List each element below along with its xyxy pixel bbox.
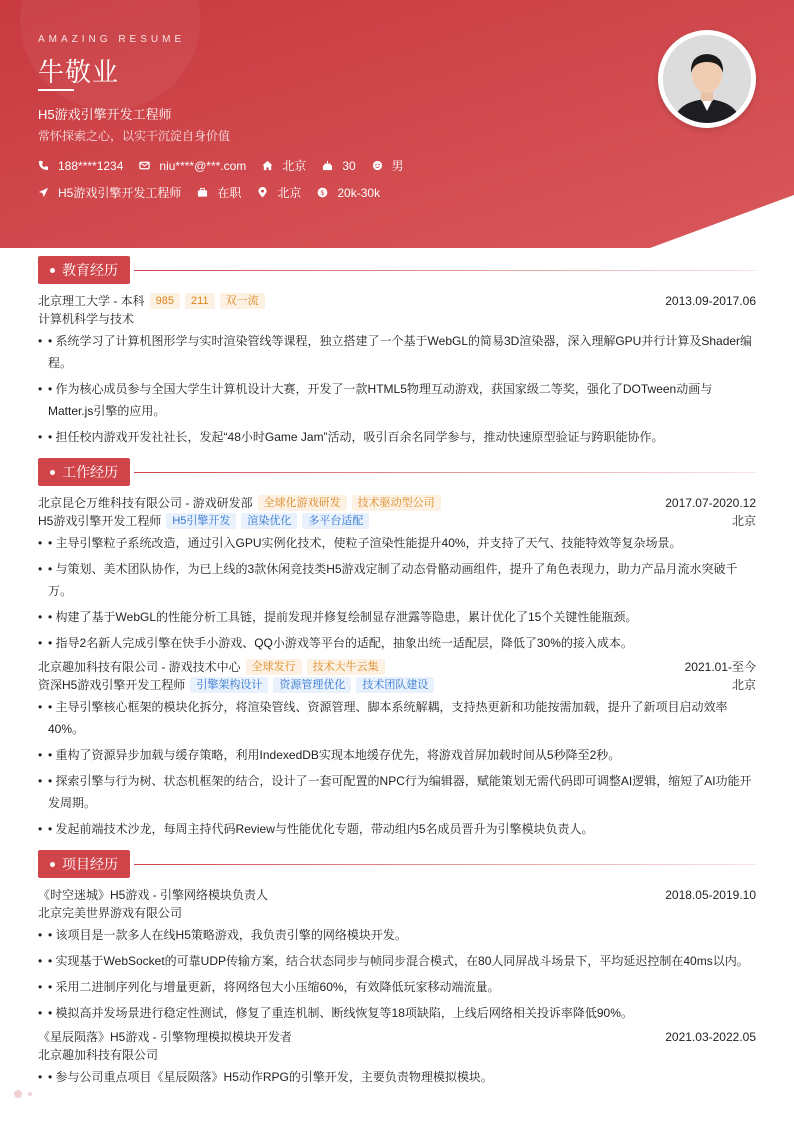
- list-item: [38, 532, 756, 554]
- job-bullets: [38, 532, 756, 654]
- role-left: [38, 676, 434, 694]
- cake-icon: [322, 160, 333, 171]
- section-header: [38, 256, 756, 284]
- company-name: 北京趣加科技有限公司 - 游戏技术中心: [38, 660, 241, 674]
- list-item: [38, 426, 756, 448]
- bullet-text: • 指导2名新人完成引擎在快手小游戏、QQ小游戏等平台的适配，抽象出统一适配层，降低了30%的接入成本。: [48, 636, 633, 650]
- role-tag: 技术团队建设: [356, 677, 434, 693]
- resume-header: [0, 0, 794, 248]
- salary-text: 20k-30k: [337, 185, 381, 200]
- project-entry-head: [38, 886, 756, 904]
- bullet-mark: •: [38, 928, 43, 942]
- job-role-line: [38, 512, 756, 530]
- bullet-mark: •: [38, 748, 43, 762]
- section-divider: [134, 864, 756, 865]
- role-tag: 引擎架构设计: [190, 677, 268, 693]
- job-entry-head: [38, 494, 756, 512]
- age-text: 30: [342, 158, 356, 173]
- section-header: [38, 458, 756, 486]
- bullet-text: • 实现基于WebSocket的可靠UDP传输方案，结合状态同步与帧同步混合模式，在80人同屏战斗场景下，平均延迟控制在40ms以内。: [48, 954, 749, 968]
- bullet-mark: •: [38, 636, 43, 650]
- section-divider: [134, 270, 756, 271]
- company-line: [38, 658, 385, 676]
- project-name: 《星辰陨落》H5游戏 - 引擎物理模拟模块开发者: [38, 1030, 293, 1044]
- school-line: [38, 292, 265, 310]
- bullet-mark: •: [38, 1070, 43, 1084]
- company-tag: 全球发行: [246, 659, 302, 675]
- bullet-text: • 担任校内游戏开发社社长，发起“48小时Game Jam”活动，吸引百余名同学参与，推动快速原型验证与跨职能协作。: [48, 430, 664, 444]
- list-item: [38, 770, 756, 814]
- job-period: 2021.01-至今: [684, 660, 756, 674]
- mail-icon: [139, 160, 150, 171]
- bullet-mark: •: [38, 822, 43, 836]
- role-tag: 渲染优化: [241, 513, 297, 529]
- bullet-mark: •: [38, 610, 43, 624]
- bullet-text: • 重构了资源异步加载与缓存策略，利用IndexedDB实现本地缓存优先，将游戏首屏加载时间从5秒降至2秒。: [48, 748, 621, 762]
- briefcase-icon: [197, 187, 208, 198]
- list-item: [38, 696, 756, 740]
- bullet-text: • 系统学习了计算机图形学与实时渲染管线等课程，独立搭建了一个基于WebGL的简易3D渲染器，深入理解GPU并行计算及Shader编程。: [48, 334, 753, 370]
- school-tag: 双一流: [220, 293, 265, 309]
- bullet-mark: •: [38, 954, 43, 968]
- salary-item: [317, 186, 380, 200]
- email-item: [139, 159, 246, 173]
- list-item: [38, 818, 756, 840]
- job-role-line: [38, 676, 756, 694]
- list-item: [38, 744, 756, 766]
- list-item: [38, 950, 756, 972]
- bullet-mark: •: [38, 430, 43, 444]
- bullet-text: • 发起前端技术沙龙，每周主持代码Review与性能优化专题，带动组内5名成员晋升为引擎模块负责人。: [48, 822, 594, 836]
- bullet-mark: •: [38, 980, 43, 994]
- bullet-mark: •: [38, 562, 43, 576]
- company-line: [38, 494, 441, 512]
- bullet-text: • 该项目是一款多人在线H5策略游戏，我负责引擎的网络模块开发。: [48, 928, 407, 942]
- bullet-dot-icon: [50, 862, 55, 867]
- gender-item: [372, 157, 404, 174]
- list-item: [38, 606, 756, 628]
- decor-dot: [28, 1092, 32, 1096]
- projects-section: [38, 850, 756, 1088]
- education-period: 2013.09-2017.06: [665, 294, 756, 308]
- bullet-dot-icon: [50, 470, 55, 475]
- section-header: [38, 850, 756, 878]
- section-title-tag: [38, 256, 130, 284]
- location-pin-icon: [257, 187, 268, 198]
- list-item: [38, 330, 756, 374]
- name-underline: [38, 89, 74, 91]
- intent-row: [38, 184, 396, 201]
- list-item: [38, 632, 756, 654]
- motto: 常怀探索之心，以实干沉淀自身价值: [38, 129, 231, 143]
- school-name: 北京理工大学 - 本科: [38, 294, 145, 308]
- job-bullets: [38, 696, 756, 840]
- send-icon: [38, 187, 49, 198]
- phone-text: 188****1234: [58, 158, 124, 173]
- project-entry-head: [38, 1028, 756, 1046]
- list-item: [38, 1066, 756, 1088]
- avatar-portrait: [663, 35, 751, 123]
- bullet-mark: •: [38, 334, 43, 348]
- bullet-text: • 与策划、美术团队协作，为已上线的3款休闲竞技类H5游戏定制了动态骨骼动画组件，提升了角色表现力，助力产品月流水突破千万。: [48, 562, 738, 598]
- status-text: 在职: [217, 186, 242, 200]
- company-tag: 技术大牛云集: [307, 659, 385, 675]
- target-city-item: [257, 184, 301, 201]
- company-tag: 技术驱动型公司: [352, 495, 441, 511]
- gender-text: 男: [391, 159, 404, 173]
- project-company: 北京趣加科技有限公司: [38, 1048, 159, 1062]
- avatar-frame: [658, 30, 756, 128]
- decor-dot: [14, 1090, 22, 1098]
- bullet-mark: •: [38, 774, 43, 788]
- list-item: [38, 976, 756, 998]
- bullet-mark: •: [38, 382, 43, 396]
- job-title: H5游戏引擎开发工程师: [38, 107, 172, 122]
- work-section: [38, 458, 756, 840]
- role-tag: 多平台适配: [302, 513, 369, 529]
- money-icon: [317, 187, 328, 198]
- section-title-tag: [38, 850, 130, 878]
- bullet-text: • 构建了基于WebGL的性能分析工具链，提前发现并修复绘制显存泄露等隐患，累计优化了15个关键性能瓶颈。: [48, 610, 638, 624]
- contact-row: [38, 157, 420, 174]
- role-tag: 资源管理优化: [273, 677, 351, 693]
- list-item: [38, 1002, 756, 1024]
- avatar: [663, 35, 751, 123]
- section-title: 项目经历: [62, 856, 118, 872]
- job-city: 北京: [731, 678, 756, 692]
- section-divider: [134, 472, 756, 473]
- target-city-text: 北京: [277, 186, 302, 200]
- bullet-text: • 模拟高并发场景进行稳定性测试，修复了重连机制、断线恢复等18项缺陷，上线后网络相关投诉率降低90%。: [48, 1006, 633, 1020]
- target-job-text: H5游戏引擎开发工程师: [58, 186, 182, 200]
- resume-body: [38, 256, 756, 1092]
- education-bullets: [38, 330, 756, 448]
- job-role: H5游戏引擎开发工程师: [38, 514, 162, 528]
- job-role: 资深H5游戏引擎开发工程师: [38, 678, 186, 692]
- age-item: [322, 159, 355, 173]
- school-tag: 985: [150, 293, 180, 309]
- job-city: 北京: [731, 514, 756, 528]
- job-period: 2017.07-2020.12: [665, 496, 756, 510]
- list-item: [38, 558, 756, 602]
- job-entry-head: [38, 658, 756, 676]
- education-section: [38, 256, 756, 448]
- gender-icon: [372, 160, 383, 171]
- school-tag: 211: [185, 293, 215, 309]
- bullet-mark: •: [38, 1006, 43, 1020]
- company-name: 北京昆仑万维科技有限公司 - 游戏研发部: [38, 496, 253, 510]
- company-tag: 全球化游戏研发: [258, 495, 347, 511]
- target-job-item: [38, 184, 181, 201]
- city-item: [262, 157, 306, 174]
- list-item: [38, 378, 756, 422]
- project-bullets: [38, 924, 756, 1024]
- section-title-tag: [38, 458, 130, 486]
- bullet-text: • 采用二进制序列化与增量更新，将网络包大小压缩60%，有效降低玩家移动端流量。: [48, 980, 500, 994]
- phone-icon: [38, 160, 49, 171]
- email-text: niu****@***.com: [159, 158, 247, 173]
- bullet-text: • 参与公司重点项目《星辰陨落》H5动作RPG的引擎开发，主要负责物理模拟模块。: [48, 1070, 493, 1084]
- status-item: [197, 184, 241, 201]
- section-title: 教育经历: [62, 262, 118, 278]
- role-left: [38, 512, 369, 530]
- role-tag: H5引擎开发: [166, 513, 236, 529]
- list-item: [38, 924, 756, 946]
- project-period: 2018.05-2019.10: [665, 888, 756, 902]
- section-title: 工作经历: [62, 464, 118, 480]
- brand-text: AMAZING RESUME: [38, 34, 186, 45]
- svg-text:$: $: [320, 188, 326, 198]
- home-icon: [262, 160, 273, 171]
- bullet-text: • 探索引擎与行为树、状态机框架的结合，设计了一套可配置的NPC行为编辑器，赋能策划无需代码即可调整AI逻辑，缩短了AI功能开发周期。: [48, 774, 752, 810]
- city-text: 北京: [282, 159, 307, 173]
- project-name: 《时空迷城》H5游戏 - 引擎网络模块负责人: [38, 888, 269, 902]
- bullet-text: • 作为核心成员参与全国大学生计算机设计大赛，开发了一款HTML5物理互动游戏，获国家级二等奖，强化了DOTween动画与Matter.js引擎的应用。: [48, 382, 713, 418]
- bullet-text: • 主导引擎粒子系统改造，通过引入GPU实例化技术，使粒子渲染性能提升40%，并支持了天气、技能特效等复杂场景。: [48, 536, 682, 550]
- bullet-text: • 主导引擎核心框架的模块化拆分，将渲染管线、资源管理、脚本系统解耦，支持热更新和功能按需加载，提升了新项目启动效率40%。: [48, 700, 728, 736]
- bullet-mark: •: [38, 536, 43, 550]
- education-entry-head: [38, 292, 756, 310]
- phone-item: [38, 159, 123, 173]
- project-bullets: [38, 1066, 756, 1088]
- project-company: 北京完美世界游戏有限公司: [38, 906, 183, 920]
- bullet-dot-icon: [50, 268, 55, 273]
- candidate-name: 牛敬业: [38, 58, 120, 88]
- major: 计算机科学与技术: [38, 312, 135, 326]
- bullet-mark: •: [38, 700, 43, 714]
- project-period: 2021.03-2022.05: [665, 1030, 756, 1044]
